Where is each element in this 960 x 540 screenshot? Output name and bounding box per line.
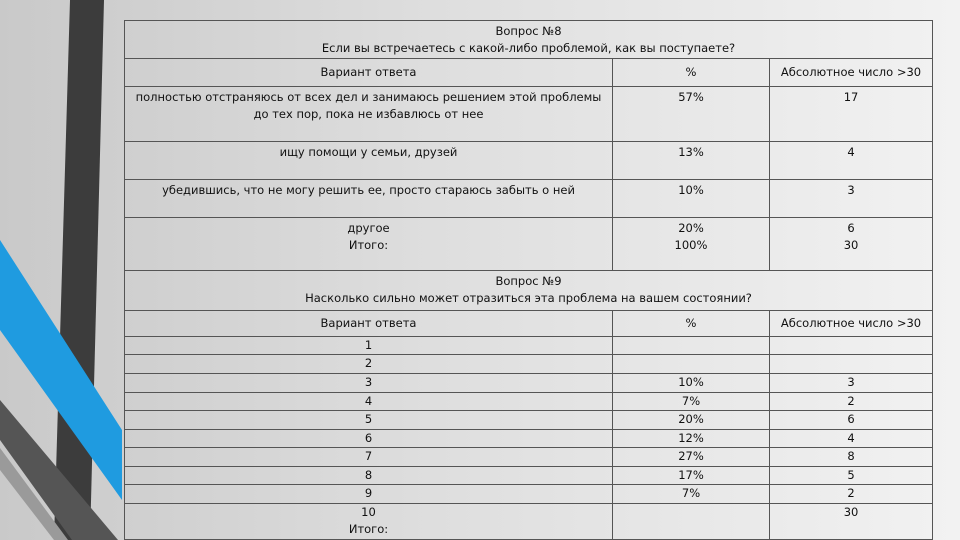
q9-title-cell <box>125 270 933 310</box>
q8-total-label: Итого: <box>348 238 389 253</box>
q9-header-option: Вариант ответа <box>125 310 613 336</box>
survey-table <box>124 20 933 540</box>
q8-row-1 <box>125 87 933 141</box>
q9-question: Насколько сильно может отразиться эта проблема на вашем состоянии? <box>305 290 752 305</box>
q9-row-10-option-cell <box>125 503 613 539</box>
q8-header-percent: % <box>613 59 770 87</box>
q9-row-10-and-total <box>125 503 933 539</box>
q8-row-1-percent: 57% <box>613 87 770 141</box>
q9-row-10-option: 10 <box>361 504 376 519</box>
q9-row-6-percent: 12% <box>613 429 770 448</box>
q9-row-5-percent: 20% <box>613 411 770 430</box>
q9-row-10-count-cell <box>770 503 933 539</box>
q8-title-cell <box>125 21 933 59</box>
q8-row-4-option: другое <box>347 221 390 236</box>
q9-row-9 <box>125 485 933 504</box>
q9-row-3-percent: 10% <box>613 373 770 392</box>
q8-row-2-count: 4 <box>770 141 933 179</box>
q8-number: Вопрос №8 <box>495 24 562 38</box>
q9-row-7 <box>125 448 933 467</box>
q9-row-2 <box>125 355 933 374</box>
q9-header-percent: % <box>613 310 770 336</box>
q9-row-7-count: 8 <box>770 448 933 467</box>
q9-row-5 <box>125 411 933 430</box>
q9-row-9-percent: 7% <box>613 485 770 504</box>
q9-row-6-count: 4 <box>770 429 933 448</box>
q8-total-percent: 100% <box>674 238 708 253</box>
q8-header-row <box>125 59 933 87</box>
q8-header-count: Абсолютное число >30 <box>770 59 933 87</box>
q8-row-4-and-total <box>125 218 933 270</box>
q9-row-4-count: 2 <box>770 392 933 411</box>
q8-row-4-count: 6 <box>847 221 855 236</box>
q9-total-count: 30 <box>843 504 859 519</box>
q9-header-row <box>125 310 933 336</box>
q9-row-4-option: 4 <box>125 392 613 411</box>
q8-row-2 <box>125 141 933 179</box>
q9-row-4 <box>125 392 933 411</box>
q8-row-4-option-cell <box>125 218 613 270</box>
q9-row-5-option: 5 <box>125 411 613 430</box>
q9-row-4-percent: 7% <box>613 392 770 411</box>
q9-number: Вопрос №9 <box>495 273 562 288</box>
q9-row-2-option: 2 <box>125 355 613 374</box>
q9-row-2-count <box>770 355 933 374</box>
q8-row-3 <box>125 179 933 217</box>
q8-title-row <box>125 21 933 59</box>
q9-row-8-option: 8 <box>125 466 613 485</box>
q9-total-label: Итого: <box>348 522 389 536</box>
q8-row-2-percent: 13% <box>613 141 770 179</box>
q9-header-count: Абсолютное число >30 <box>770 310 933 336</box>
q9-row-1-percent <box>613 336 770 355</box>
q9-row-3-option: 3 <box>125 373 613 392</box>
q8-row-4-count-cell <box>770 218 933 270</box>
q9-row-7-percent: 27% <box>613 448 770 467</box>
q9-row-2-percent <box>613 355 770 374</box>
q9-row-8-percent: 17% <box>613 466 770 485</box>
q8-row-1-option: полностью отстраняюсь от всех дел и занимаюсь решением этой проблемы до тех пор, пока не избавлюсь от нее <box>125 87 613 141</box>
q8-header-option: Вариант ответа <box>125 59 613 87</box>
q9-row-8-count: 5 <box>770 466 933 485</box>
q8-total-count: 30 <box>843 238 859 253</box>
q8-row-2-option: ищу помощи у семьи, друзей <box>125 141 613 179</box>
q9-row-6-option: 6 <box>125 429 613 448</box>
q9-row-3-count: 3 <box>770 373 933 392</box>
q9-row-1-option: 1 <box>125 336 613 355</box>
q9-row-5-count: 6 <box>770 411 933 430</box>
q8-row-3-option: убедившись, что не могу решить ее, просто стараюсь забыть о ней <box>125 179 613 217</box>
q9-row-1-count <box>770 336 933 355</box>
q9-row-9-count: 2 <box>770 485 933 504</box>
q8-row-4-percent: 20% <box>678 221 704 236</box>
q9-title-row <box>125 270 933 310</box>
q9-row-9-option: 9 <box>125 485 613 504</box>
q9-row-3 <box>125 373 933 392</box>
q8-question: Если вы встречаетесь с какой-либо проблемой, как вы поступаете? <box>321 41 736 55</box>
q9-row-10-percent-cell <box>613 503 770 539</box>
q8-row-1-count: 17 <box>770 87 933 141</box>
q8-row-3-count: 3 <box>770 179 933 217</box>
q8-row-3-percent: 10% <box>613 179 770 217</box>
q9-row-7-option: 7 <box>125 448 613 467</box>
q9-row-8 <box>125 466 933 485</box>
q9-row-6 <box>125 429 933 448</box>
q8-row-4-percent-cell <box>613 218 770 270</box>
q9-row-1 <box>125 336 933 355</box>
